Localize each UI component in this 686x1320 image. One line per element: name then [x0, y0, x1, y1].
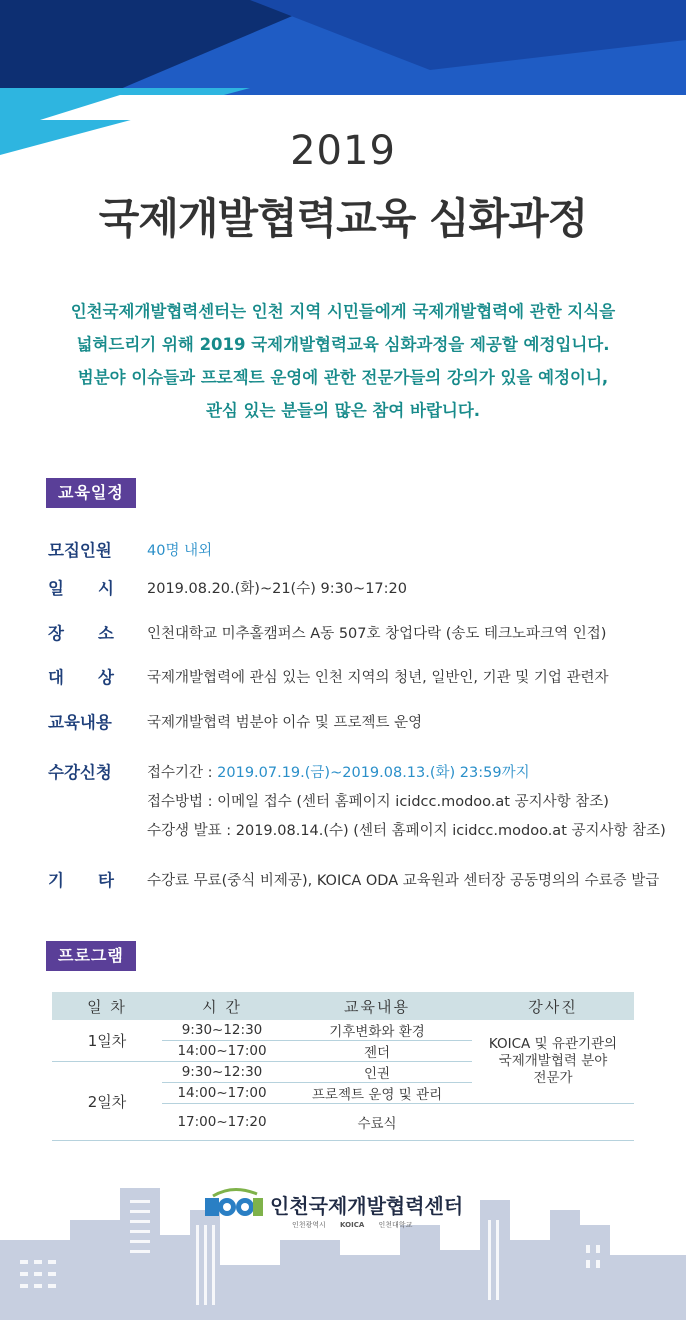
value-apply-method: 접수방법 : 이메일 접수 (센터 홈페이지 icidcc.modoo.at 공지사항 참조) [147, 794, 609, 810]
content-cell: 젠더 [282, 1041, 472, 1062]
table-header-row [52, 992, 634, 1020]
value-date: 2019.08.20.(화)~21(수) 9:30~17:20 [147, 581, 407, 597]
section-title-program: 프로그램 [46, 941, 136, 971]
label-char: 상 [98, 668, 114, 687]
program-table [52, 992, 634, 1141]
apply-period-prefix: 접수기간 : [147, 765, 218, 781]
label-char: 시 [98, 579, 114, 598]
content-cell: 수료식 [282, 1104, 472, 1141]
intro-line: 범분야 이슈들과 프로젝트 운영에 관한 전문가들의 강의가 있을 예정이니, [77, 368, 609, 387]
label-char: 소 [98, 624, 114, 643]
value-recruit: 40명 내외 [147, 543, 213, 559]
instructor-line: 국제개발협력 분야 [498, 1053, 608, 1069]
label-date [48, 575, 114, 599]
content-cell: 인권 [282, 1062, 472, 1083]
time-cell: 14:00~17:00 [162, 1083, 282, 1104]
label-recruit: 모집인원 [48, 541, 112, 560]
table-row [52, 1020, 634, 1041]
label-char: 타 [98, 871, 114, 890]
time-cell: 14:00~17:00 [162, 1041, 282, 1062]
apply-period-value: 2019.07.19.(금)~2019.08.13.(화) 23:59까지 [217, 765, 530, 781]
header-day: 일 차 [52, 992, 162, 1020]
label-char: 장 [48, 624, 64, 643]
time-cell: 9:30~12:30 [162, 1020, 282, 1041]
day1-cell: 1일차 [52, 1020, 162, 1062]
intro-line: 인천국제개발협력센터는 인천 지역 시민들에게 국제개발협력에 관한 지식을 [70, 302, 616, 321]
label-char: 대 [48, 668, 64, 687]
label-apply: 수강신청 [48, 763, 112, 782]
empty-cell [472, 1104, 634, 1141]
center-logo-icon [205, 1186, 265, 1222]
intro-line: 넓혀드리기 위해 2019 국제개발협력교육 심화과정을 제공할 예정입니다. [76, 335, 610, 354]
content-cell: 기후변화와 환경 [282, 1020, 472, 1041]
intro-line: 관심 있는 분들의 많은 참여 바랍니다. [205, 401, 481, 420]
center-name: 인천국제개발협력센터 [270, 1194, 464, 1218]
instructor-line: KOICA 및 유관기관의 [488, 1036, 618, 1052]
label-etc [48, 867, 114, 891]
partner-koica: KOICA [340, 1221, 365, 1229]
header-instructor: 강사진 [472, 992, 634, 1020]
label-char: 기 [48, 871, 64, 890]
intro-paragraph [20, 295, 666, 427]
value-target: 국제개발협력에 관심 있는 인천 지역의 청년, 일반인, 기관 및 기업 관련자 [147, 670, 609, 686]
value-content: 국제개발협력 범분야 이슈 및 프로젝트 운영 [147, 715, 423, 731]
header-content: 교육내용 [282, 992, 472, 1020]
value-apply-period [147, 761, 530, 782]
header-time: 시 간 [162, 992, 282, 1020]
time-cell: 9:30~12:30 [162, 1062, 282, 1083]
time-cell: 17:00~17:20 [162, 1104, 282, 1141]
label-place [48, 620, 114, 644]
page-title: 국제개발협력교육 심화과정 [98, 194, 588, 243]
value-place: 인천대학교 미추홀캠퍼스 A동 507호 창업다락 (송도 테크노파크역 인접) [147, 626, 607, 642]
instructor-line: 전문가 [533, 1070, 573, 1086]
label-content: 교육내용 [48, 713, 112, 732]
section-title-schedule: 교육일정 [46, 478, 136, 508]
label-target [48, 664, 114, 688]
partner-incheon-city: 인천광역시 [292, 1221, 326, 1229]
value-etc: 수강료 무료(중식 비제공), KOICA ODA 교육원과 센터장 공동명의의 수료증 발급 [147, 873, 660, 889]
header-year: 2019 [290, 128, 396, 174]
label-char: 일 [48, 579, 64, 598]
value-apply-announce: 수강생 발표 : 2019.08.14.(수) (센터 홈페이지 icidcc.modoo.at 공지사항 참조) [147, 823, 666, 839]
partner-inu: 인천대학교 [378, 1221, 413, 1229]
instructor-cell [472, 1020, 634, 1104]
content-cell: 프로젝트 운영 및 관리 [282, 1083, 472, 1104]
day2-cell: 2일차 [52, 1062, 162, 1141]
partner-logos [292, 1220, 492, 1230]
